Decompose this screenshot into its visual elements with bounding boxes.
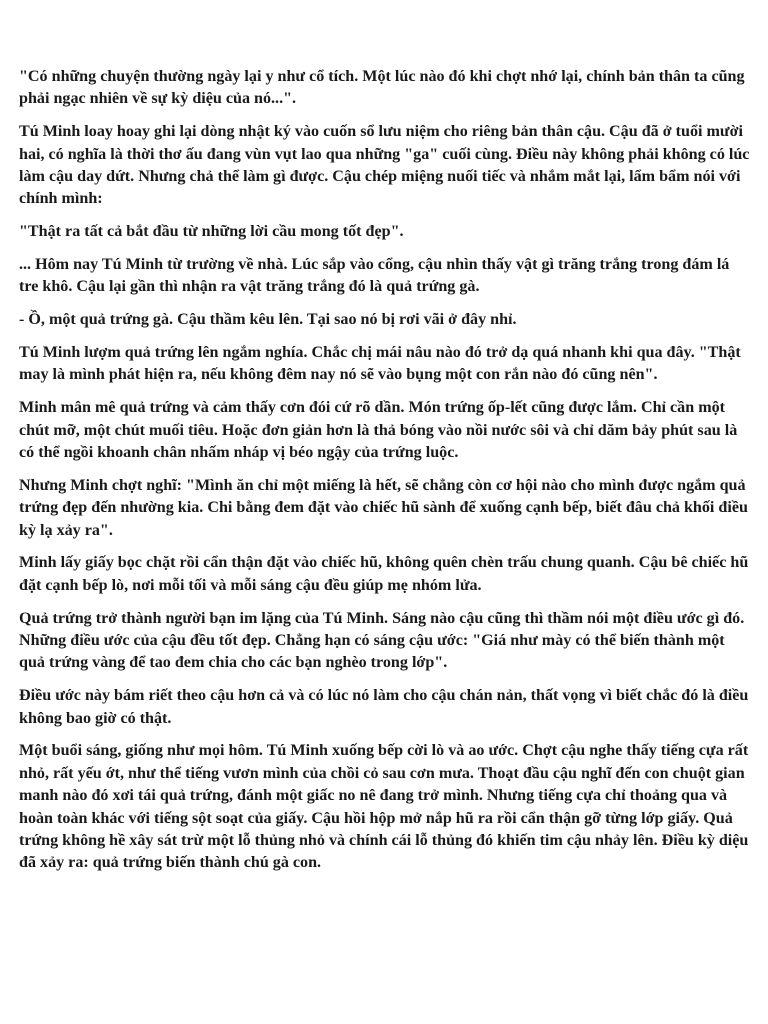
paragraph-exclamation: - Ồ, một quả trứng gà. Cậu thầm kêu lên. Tại sao nó bị rơi vãi ở đây nhỉ. xyxy=(19,311,517,329)
paragraph-silent-friend: Quả trứng trở thành người bạn im lặng của Tú Minh. Sáng nào cậu cũng thì thầm nói một điều ước gì đó. Những điều ước của cậu đều tốt đẹp. Chẳng hạn có sáng cậu ước: "Giá như mày có thể biến thành một quả trứng vàng để tao đem chia cho các bạn nghèo trong lớp". xyxy=(19,609,745,672)
paragraph-hunger: Minh mân mê quả trứng và cảm thấy cơn đói cứ rõ dần. Món trứng ốp-lết cũng được lắm. Chỉ cần một chút mỡ, một chút muối tiêu. Hoặc đơn giản hơn là thả bóng vào nồi nước sôi và chỉ dăm bảy phút sau là có thể ngồi khoanh chân nhấm nháp vị béo ngậy của trứng luộc. xyxy=(19,399,738,462)
paragraph-coming-home: ... Hôm nay Tú Minh từ trường về nhà. Lúc sắp vào cổng, cậu nhìn thấy vật gì trăng trắng trong đám lá tre khô. Cậu lại gần thì nhận ra vật trăng trắng đó là quả trứng gà. xyxy=(19,256,730,296)
paragraph-diary: Tú Minh loay hoay ghi lại dòng nhật ký vào cuốn sổ lưu niệm cho riêng bản thân cậu. Cậu đã ở tuổi mười hai, có nghĩa là thời thơ ấu đang vùn vụt lao qua những "ga" cuối cùng. Điều này không phải không có lúc làm cậu day dứt. Nhưng chả thể làm gì được. Cậu chép miệng nuối tiếc và nhắm mắt lại, lẩm bẩm nói với chính mình: xyxy=(19,123,750,208)
paragraph-decision: Nhưng Minh chợt nghĩ: "Mình ăn chỉ một miếng là hết, sẽ chẳng còn cơ hội nào cho mình được ngắm quả trứng đẹp đến nhường kia. Chi bằng đem đặt vào chiếc hũ sành để xuống cạnh bếp, biết đâu chả khối điều kỳ lạ xảy ra". xyxy=(19,476,748,539)
paragraph-jar: Minh lấy giấy bọc chặt rồi cẩn thận đặt vào chiếc hũ, không quên chèn trấu chung quanh. Cậu bê chiếc hũ đặt cạnh bếp lò, nơi mỗi tối và mỗi sáng cậu đều giúp mẹ nhóm lửa. xyxy=(19,554,749,594)
paragraph-opening-quote: "Có những chuyện thường ngày lại y như cổ tích. Một lúc nào đó khi chợt nhớ lại, chính bản thân ta cũng phải ngạc nhiên về sự kỳ diệu của nó...". xyxy=(19,68,745,108)
paragraph-miracle: Một buổi sáng, giống như mọi hôm. Tú Minh xuống bếp cời lò và ao ước. Chợt cậu nghe thấy tiếng cựa rất nhỏ, rất yếu ớt, như thể tiếng vươn mình của chồi cỏ sau cơn mưa. Thoạt đầu cậu nghĩ đến con chuột gian manh nào đó xơi tái quả trứng, đánh một giấc no nê đang trở mình. Nhưng tiếng cựa chỉ thoảng qua và hoàn toàn khác với tiếng sột soạt của giấy. Cậu hồi hộp mở nắp hũ ra rồi cẩn thận gỡ từng lớp giấy. Quả trứng không hề xây sát trừ một lỗ thủng nhỏ và chính cái lỗ thủng đó khiến tim cậu nhảy lên. Điều kỳ diệu đã xảy ra: quả trứng biến thành chú gà con. xyxy=(19,742,749,872)
paragraph-disappointment: Điều ước này bám riết theo cậu hơn cả và có lúc nó làm cho cậu chán nản, thất vọng vì biết chắc đó là điều không bao giờ có thật. xyxy=(19,687,749,727)
paragraph-wish-quote: "Thật ra tất cả bắt đầu từ những lời cầu mong tốt đẹp". xyxy=(19,223,404,241)
paragraph-picking-up-egg: Tú Minh lượm quả trứng lên ngắm nghía. Chắc chị mái nâu nào đó trở dạ quá nhanh khi qua đây. "Thật may là mình phát hiện ra, nếu không đêm nay nó sẽ vào bụng một con rắn nào đó cũng nên". xyxy=(19,344,741,384)
document-body xyxy=(19,66,751,885)
